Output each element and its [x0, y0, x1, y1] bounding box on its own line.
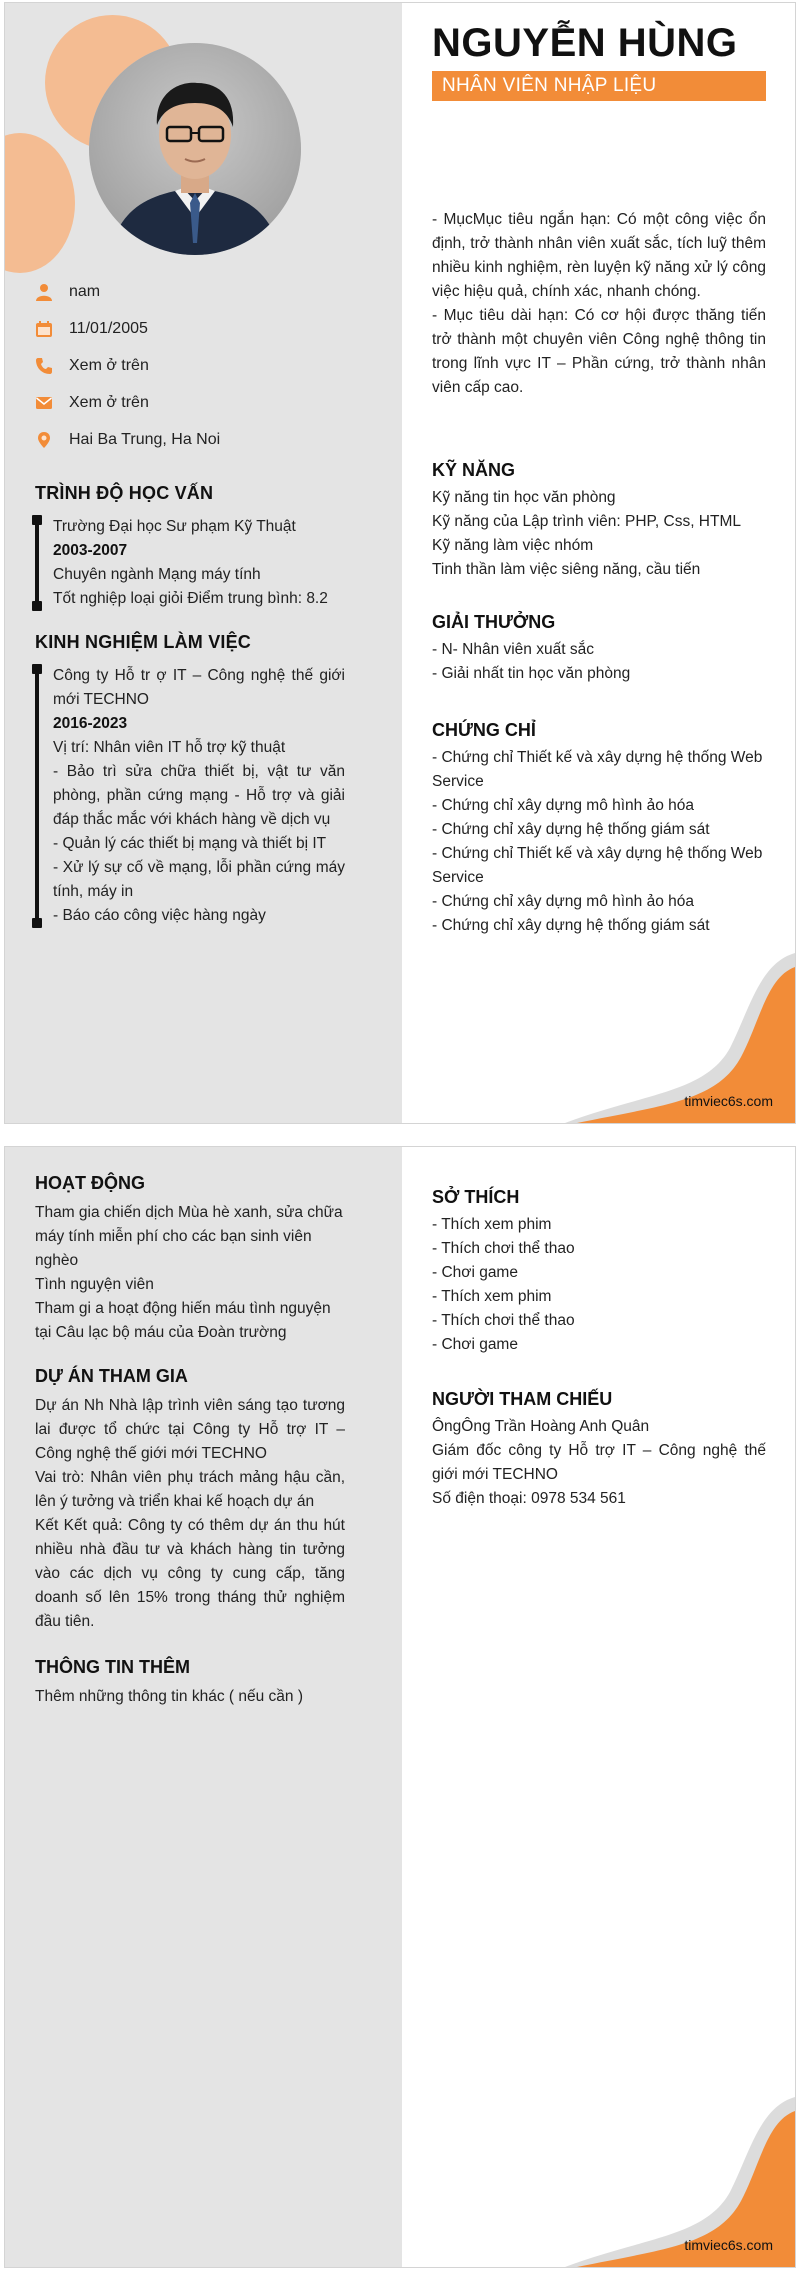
skill-item: Kỹ năng làm việc nhóm	[432, 537, 594, 554]
skill-item: Kỹ năng của Lập trình viên: PHP, Css, HTML	[432, 513, 742, 530]
experience-period: 2016-2023	[53, 715, 128, 732]
cv-page-2	[4, 1146, 796, 2268]
activity-line: Tham gi a hoạt động hiến máu tình nguyện tại Câu lạc bộ máu của Đoàn trường	[35, 1300, 331, 1341]
hobby-item: - Thích chơi thể thao	[432, 1240, 575, 1257]
objective-line: - MụcMục tiêu ngắn hạn: Có một công việc ổn định, trở thành nhân viên xuất sắc, tích luỹ thêm nhiều kinh nghiệm, rèn luyện kỹ năng xử lý công việc hiệu quả, chính xác, nhanh chóng.	[432, 211, 766, 300]
hobby-item: - Chơi game	[432, 1336, 518, 1353]
education-major: Chuyên ngành Mạng máy tính	[53, 566, 261, 583]
timeline-cap	[32, 918, 42, 928]
award-item: - N- Nhân viên xuất sắc	[432, 641, 594, 658]
reference-phone: Số điện thoại: 0978 534 561	[432, 1490, 626, 1507]
right-column	[402, 1147, 795, 2267]
skills-section	[432, 458, 766, 582]
projects-section	[35, 1364, 345, 1634]
project-line: Dự án Nh Nhà lập trình viên sáng tạo tương lai được tổ chức tại Công ty Hỗ trợ IT – Công nghệ thế giới mới TECHNO	[35, 1397, 345, 1462]
contact-text: Hai Ba Trung, Ha Noi	[69, 430, 221, 448]
hobbies-section	[432, 1185, 766, 1357]
education-title: TRÌNH ĐỘ HỌC VẤN	[35, 483, 214, 503]
awards-section	[432, 610, 766, 686]
experience-line: - Báo cáo công việc hàng ngày	[53, 907, 266, 924]
education-school: Trường Đại học Sư phạm Kỹ Thuật	[53, 518, 296, 535]
left-column	[5, 1147, 402, 2267]
experience-timeline	[35, 664, 345, 928]
decor-circle-small	[5, 133, 75, 273]
additional-title: THÔNG TIN THÊM	[35, 1657, 190, 1677]
contact-text: Xem ở trên	[69, 393, 149, 411]
hobbies-title: SỞ THÍCH	[432, 1187, 520, 1207]
footer-site: timviec6s.com	[684, 1093, 773, 1109]
contact-phone	[35, 347, 220, 384]
job-title-bar	[432, 71, 766, 101]
education-period: 2003-2007	[53, 542, 128, 559]
candidate-name: NGUYỄN HÙNG	[432, 21, 738, 65]
objective-section	[432, 208, 766, 400]
project-line: Kết Kết quả: Công ty có thêm dự án thu hút nhiều nhà đầu tư và khách hàng tin tưởng vào các dịch vụ công ty cung cấp, tăng doanh số lên 15% trong tháng thử nghiệm đầu tiên.	[35, 1517, 345, 1630]
certificates-section	[432, 718, 766, 938]
activities-title: HOẠT ĐỘNG	[35, 1173, 145, 1193]
project-line: Vai trò: Nhân viên phụ trách mảng hậu cần, lên ý tưởng và triển khai kế hoạch dự án	[35, 1469, 345, 1510]
person-icon	[35, 283, 61, 301]
education-result: Tốt nghiệp loại giỏi Điểm trung bình: 8.2	[53, 590, 328, 607]
certificate-item: - Chứng chỉ xây dựng hệ thống giám sát	[432, 821, 710, 838]
certificate-item: - Chứng chỉ xây dựng mô hình ảo hóa	[432, 797, 695, 814]
right-column	[402, 3, 795, 1123]
activity-line: Tham gia chiến dịch Mùa hè xanh, sửa chữa máy tính miễn phí cho các bạn sinh viên nghèo	[35, 1204, 343, 1269]
contact-gender	[35, 273, 220, 310]
experience-line: - Xử lý sự cố về mạng, lỗi phần cứng máy tính, máy in	[53, 859, 345, 900]
hobby-item: - Thích xem phim	[432, 1288, 552, 1305]
timeline-bar	[35, 667, 39, 925]
footer-site: timviec6s.com	[684, 2237, 773, 2253]
contact-list	[35, 273, 220, 458]
avatar-photo	[89, 43, 301, 255]
avatar	[89, 43, 301, 255]
hobby-item: - Thích chơi thể thao	[432, 1312, 575, 1329]
contact-email	[35, 384, 220, 421]
phone-icon	[35, 357, 61, 375]
certificate-item: - Chứng chỉ Thiết kế và xây dựng hệ thống Web Service	[432, 749, 763, 790]
reference-position: Giám đốc công ty Hỗ trợ IT – Công nghệ thế giới mới TECHNO	[432, 1442, 766, 1483]
left-column	[5, 3, 402, 1123]
experience-title: KINH NGHIỆM LÀM VIỆC	[35, 632, 252, 652]
timeline-cap	[32, 601, 42, 611]
awards-title: GIẢI THƯỞNG	[432, 612, 556, 632]
experience-line: - Bảo trì sửa chữa thiết bị, vật tư văn phòng, phần cứng mạng - Hỗ trợ và giải đáp thắc mắc với khách hàng về dịch vụ	[53, 763, 345, 828]
email-icon	[35, 394, 61, 412]
additional-section	[35, 1655, 345, 1709]
timeline-bar	[35, 518, 39, 608]
activities-section	[35, 1171, 345, 1345]
certificate-item: - Chứng chỉ Thiết kế và xây dựng hệ thống Web Service	[432, 845, 763, 886]
objective-line: - Mục tiêu dài hạn: Có cơ hội được thăng tiến trở thành một chuyên viên Công nghệ thông tin trong lĩnh vực IT – Phần cứng, trở thành nhân viên cấp cao.	[432, 307, 766, 396]
certificates-title: CHỨNG CHỈ	[432, 720, 536, 740]
references-section	[432, 1387, 766, 1511]
experience-line: Vị trí: Nhân viên IT hỗ trợ kỹ thuật	[53, 739, 286, 756]
timeline-cap	[32, 515, 42, 525]
certificate-item: - Chứng chỉ xây dựng mô hình ảo hóa	[432, 893, 695, 910]
projects-title: DỰ ÁN THAM GIA	[35, 1366, 188, 1386]
additional-text: Thêm những thông tin khác ( nếu cần )	[35, 1688, 304, 1705]
skills-title: KỸ NĂNG	[432, 460, 516, 480]
skill-item: Tinh thần làm việc siêng năng, cầu tiến	[432, 561, 701, 578]
reference-name: ÔngÔng Trần Hoàng Anh Quân	[432, 1418, 650, 1435]
references-title: NGƯỜI THAM CHIẾU	[432, 1389, 613, 1409]
education-content	[53, 515, 345, 611]
contact-address	[35, 421, 220, 458]
experience-content	[53, 664, 345, 928]
activity-line: Tình nguyện viên	[35, 1276, 154, 1293]
contact-text: Xem ở trên	[69, 356, 149, 374]
certificate-item: - Chứng chỉ xây dựng hệ thống giám sát	[432, 917, 710, 934]
cv-page-1	[4, 2, 796, 1124]
timeline-cap	[32, 664, 42, 674]
experience-line: - Quản lý các thiết bị mạng và thiết bị IT	[53, 835, 327, 852]
location-icon	[35, 431, 61, 449]
contact-birthday	[35, 310, 220, 347]
contact-text: nam	[69, 282, 101, 300]
job-title: NHÂN VIÊN NHẬP LIỆU	[442, 75, 657, 96]
experience-company: Công ty Hỗ tr ợ IT – Công nghệ thế giới mới TECHNO	[53, 667, 345, 708]
skill-item: Kỹ năng tin học văn phòng	[432, 489, 616, 506]
hobby-item: - Thích xem phim	[432, 1216, 552, 1233]
education-timeline	[35, 515, 345, 611]
hobby-item: - Chơi game	[432, 1264, 518, 1281]
calendar-icon	[35, 320, 61, 338]
contact-text: 11/01/2005	[69, 319, 148, 337]
award-item: - Giải nhất tin học văn phòng	[432, 665, 631, 682]
